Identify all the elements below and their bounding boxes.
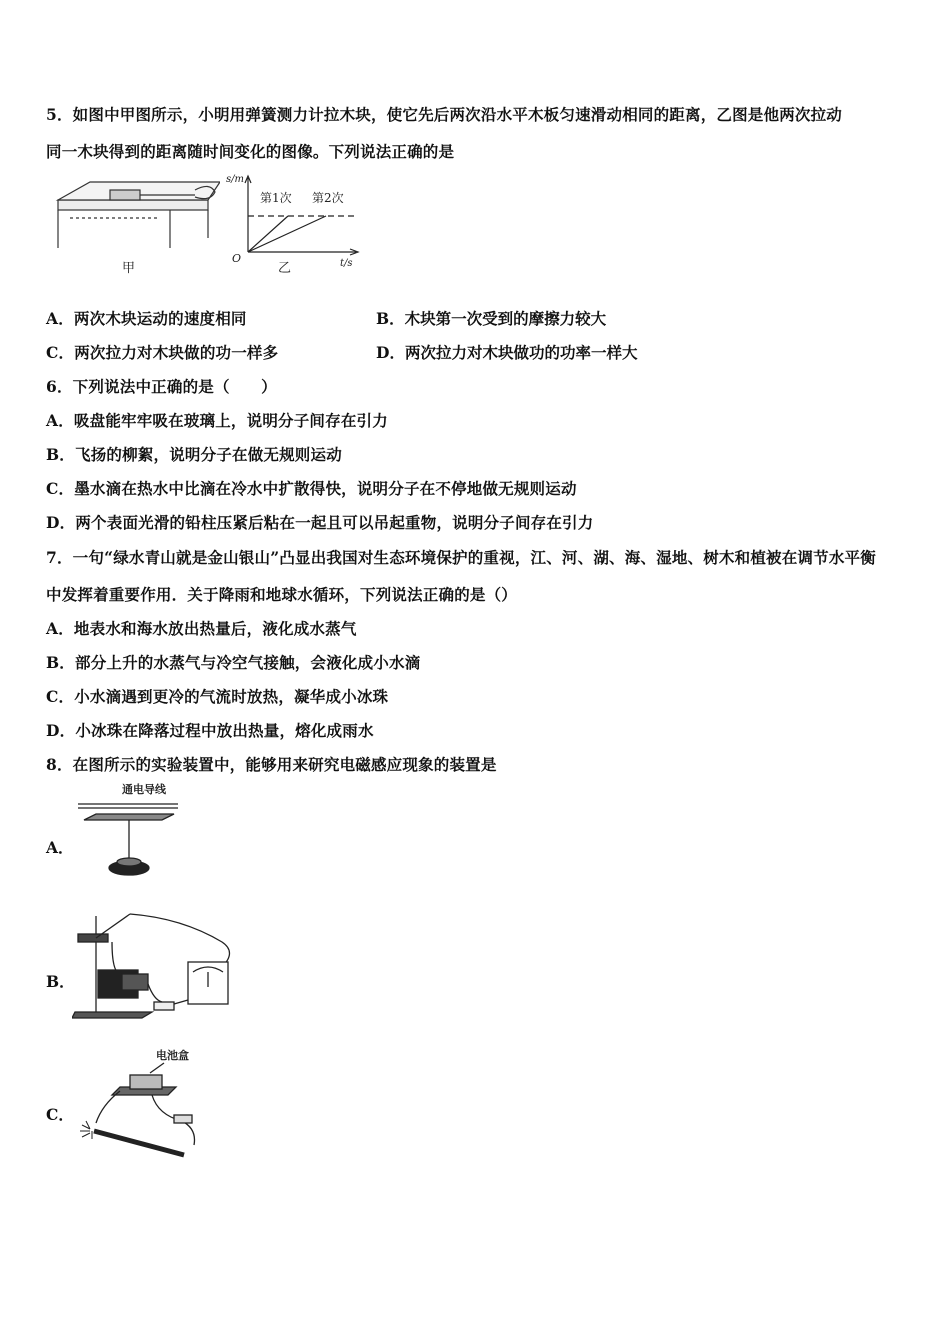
q7-stem-line1: 7．一句“绿水青山就是金山银山”凸显出我国对生态环境保护的重视，江、河、湖、海、湿地、树木和植被在调节水平衡	[46, 548, 876, 567]
graph-y-axis-label: s/m	[226, 174, 244, 185]
figure-c-battery-magnet	[72, 1045, 202, 1165]
q6-option-d: D．两个表面光滑的铅柱压紧后粘在一起且可以吊起重物，说明分子间存在引力	[46, 513, 594, 532]
q8-label-b: B．	[46, 972, 75, 991]
q5-option-b: B．木块第一次受到的摩擦力较大	[376, 309, 607, 328]
q6-option-b: B．飞扬的柳絮，说明分子在做无规则运动	[46, 445, 342, 464]
q7-option-d: D．小冰珠在降落过程中放出热量，熔化成雨水	[46, 721, 374, 740]
q8-label-c: C．	[46, 1105, 74, 1124]
q5-option-d: D．两次拉力对木块做功的功率一样大	[376, 343, 638, 362]
figure-b-galvanometer-setup	[72, 912, 237, 1024]
q6-stem: 6．下列说法中正确的是（ ）	[46, 377, 277, 396]
q6-option-c: C．墨水滴在热水中比滴在冷水中扩散得快，说明分子在不停地做无规则运动	[46, 479, 577, 498]
q5-option-c: C．两次拉力对木块做的功一样多	[46, 343, 279, 362]
figure-jia-spring-scale	[50, 178, 220, 278]
graph-origin-label: O	[232, 252, 242, 265]
fig-yi-label: 乙	[278, 261, 292, 276]
q5-stem-line1: 5．如图中甲图所示，小明用弹簧测力计拉木块，使它先后两次沿水平木板匀速滑动相同的距离，乙图是他两次拉动	[46, 105, 842, 124]
fig-c-caption: 电池盒	[156, 1049, 189, 1062]
graph-legend-2: 第2次	[312, 191, 344, 205]
figure-a-current-wire	[74, 780, 184, 882]
q5-option-a: A．两次木块运动的速度相同	[46, 309, 247, 328]
figure-yi-graph	[226, 170, 366, 278]
q5-stem-line2: 同一木块得到的距离随时间变化的图像。下列说法正确的是	[46, 142, 455, 161]
q7-option-c: C．小水滴遇到更冷的气流时放热，凝华成小冰珠	[46, 687, 389, 706]
q8-label-a: A．	[46, 838, 74, 857]
fig-a-caption: 通电导线	[122, 783, 166, 796]
fig-jia-label: 甲	[122, 261, 136, 276]
graph-x-axis-label: t/s	[340, 258, 353, 269]
q7-option-b: B．部分上升的水蒸气与冷空气接触，会液化成小水滴	[46, 653, 421, 672]
q7-option-a: A．地表水和海水放出热量后，液化成水蒸气	[46, 619, 357, 638]
q8-stem: 8．在图所示的实验装置中，能够用来研究电磁感应现象的装置是	[46, 755, 497, 774]
q7-stem-line2: 中发挥着重要作用．关于降雨和地球水循环，下列说法正确的是（）	[46, 585, 518, 604]
graph-legend-1: 第1次	[260, 191, 292, 205]
q6-option-a: A．吸盘能牢牢吸在玻璃上，说明分子间存在引力	[46, 411, 388, 430]
